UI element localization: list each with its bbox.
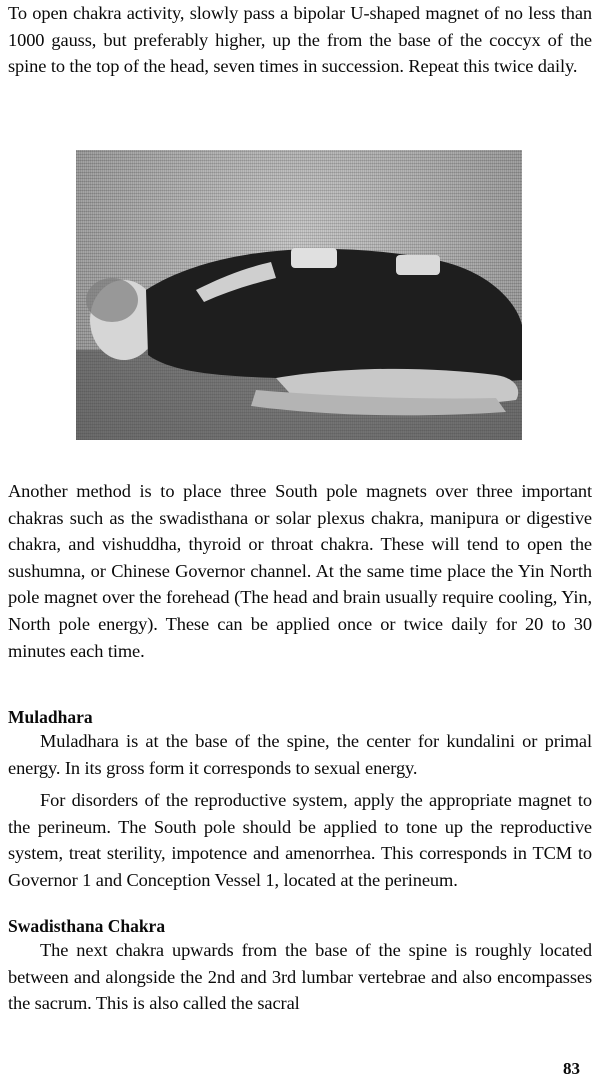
photo-person-lying-with-magnets bbox=[76, 150, 522, 440]
paragraph-swadisthana-description: The next chakra upwards from the base of the spine is roughly located between and alongside the 2nd and 3rd lumbar vertebrae and also encompasses the sacrum. This is also called the sacral bbox=[8, 940, 592, 1014]
paragraph-south-pole-method: Another method is to place three South pole magnets over three important chakras such as the swadisthana or solar plexus chakra, manipura or digestive chakra, and vishuddha, thyroid or throat chakra. These will tend to open the sushumna, or Chinese Governor channel. At the same time place the Yin North pole magnet over the forehead (The head and brain usually require cooling, Yin, North pole energy). These can be applied once or twice daily for 20 to 30 minutes each time. bbox=[8, 481, 592, 661]
page-number: 83 bbox=[563, 1059, 580, 1078]
paragraph-magnet-method: To open chakra activity, slowly pass a bipolar U-shaped magnet of no less than 1000 gauss, but preferably higher, up the from the base of the coccyx of the spine to the top of the head, seven times in succession. Repeat this twice daily. bbox=[8, 3, 592, 77]
photo-hair bbox=[86, 278, 138, 322]
photo-illustration bbox=[76, 150, 522, 440]
photo-body bbox=[146, 249, 522, 382]
heading-swadisthana-chakra: Swadisthana Chakra bbox=[8, 916, 166, 936]
paragraph-muladhara-description: Muladhara is at the base of the spine, the center for kundalini or primal energy. In its gross form it corresponds to sexual energy. bbox=[8, 731, 592, 778]
photo-magnet-1 bbox=[291, 248, 337, 268]
photo-magnet-2 bbox=[396, 255, 440, 275]
heading-muladhara: Muladhara bbox=[8, 707, 93, 727]
paragraph-reproductive-disorders: For disorders of the reproductive system, apply the appropriate magnet to the perineum. The South pole should be applied to tone up the reproductive system, treat sterility, impotence and amenorrhea. This corresponds in TCM to Governor 1 and Conception Vessel 1, located at the perineum. bbox=[8, 790, 592, 890]
